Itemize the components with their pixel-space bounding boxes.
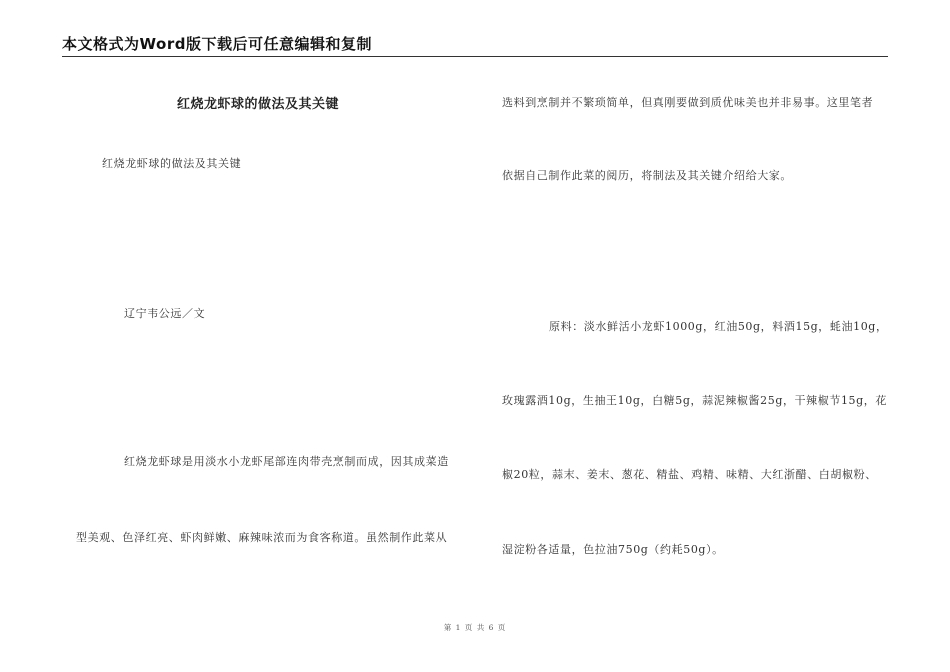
ingredients-line: 椒20粒，蒜末、姜末、葱花、精盐、鸡精、味精、大红浙醋、白胡椒粉、 — [502, 468, 877, 481]
page-indicator: 第 1 页 共 6 页 — [443, 623, 507, 632]
paragraph-line: 依据自己制作此菜的阅历，将制法及其关键介绍给大家。 — [502, 169, 792, 182]
author-byline: 辽宁韦公远／文 — [124, 307, 206, 320]
document-header-banner: 本文格式为Word版下载后可任意编辑和复制 — [62, 35, 372, 53]
paragraph-line: 红烧龙虾球是用淡水小龙虾尾部连肉带壳烹制而成，因其成菜造 — [124, 455, 449, 468]
header-divider — [62, 56, 888, 57]
ingredients-line: 原料：淡水鲜活小龙虾1000g，红油50g，料酒15g，蚝油10g， — [549, 320, 888, 333]
ingredients-line: 湿淀粉各适量，色拉油750g（约耗50g）。 — [502, 543, 724, 556]
article-subtitle: 红烧龙虾球的做法及其关键 — [102, 157, 242, 170]
paragraph-line: 选料到烹制并不繁琐简单，但真刚要做到质优味美也并非易事。这里笔者 — [502, 96, 874, 109]
paragraph-line: 型美观、色泽红亮、虾肉鲜嫩、麻辣味浓而为食客称道。虽然制作此菜从 — [76, 531, 448, 544]
article-title: 红烧龙虾球的做法及其关键 — [177, 97, 340, 112]
ingredients-line: 玫瑰露酒10g，生抽王10g，白糖5g，蒜泥辣椒酱25g，干辣椒节15g，花 — [502, 394, 887, 407]
